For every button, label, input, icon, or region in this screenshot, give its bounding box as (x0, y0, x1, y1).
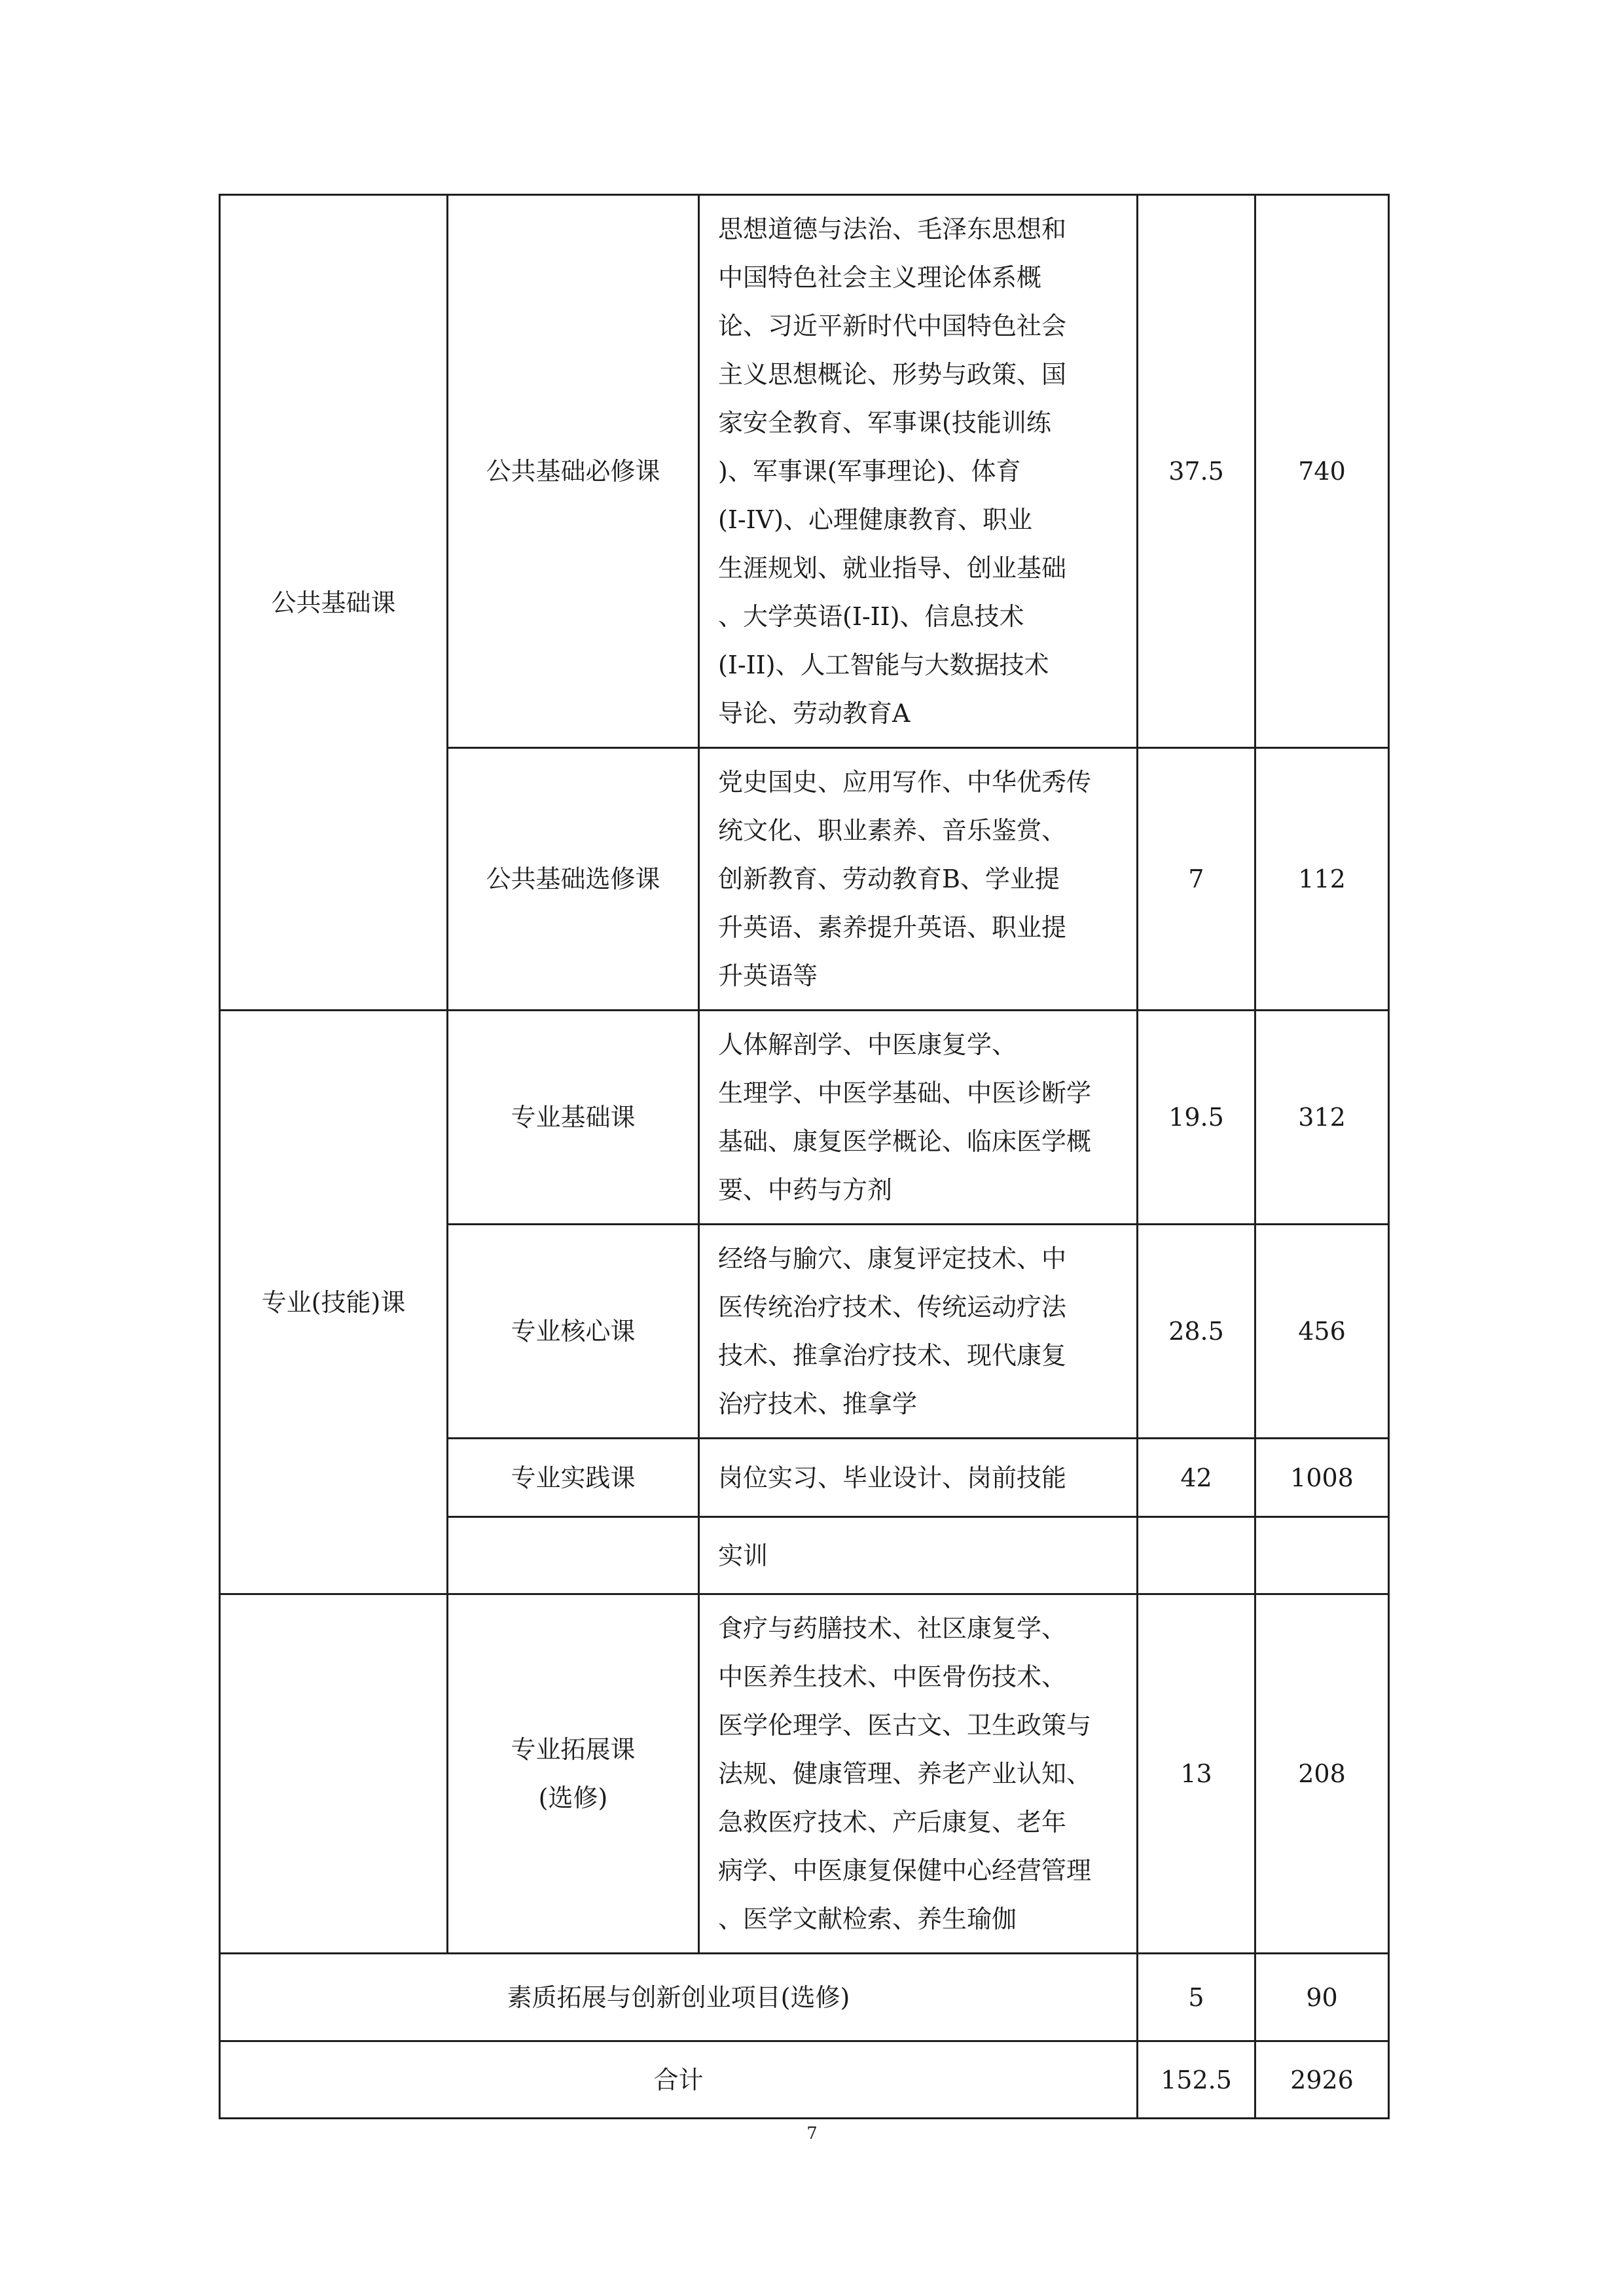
course-line: 实训 (718, 1541, 768, 1570)
subcategory-cell: 公共基础选修课 (448, 748, 699, 1011)
hours-cell: 90 (1255, 1954, 1389, 2041)
course-line: 经络与腧穴、康复评定技术、中 (718, 1244, 1067, 1273)
course-line: 生涯规划、就业指导、创业基础 (718, 554, 1067, 583)
course-line: 岗位实习、毕业设计、岗前技能 (718, 1463, 1067, 1492)
credits-cell: 42 (1138, 1439, 1255, 1517)
course-line: 导论、劳动教育A (718, 699, 911, 728)
curriculum-table (219, 194, 1390, 2119)
credits-cell: 7 (1138, 748, 1255, 1011)
course-line: 医学伦理学、医古文、卫生政策与 (718, 1711, 1092, 1740)
course-line: 要、中药与方剂 (718, 1175, 893, 1204)
course-line: (I-IV)、心理健康教育、职业 (718, 505, 1032, 534)
course-list-cell (699, 1011, 1138, 1225)
course-list-cell (699, 1594, 1138, 1954)
total-credits-cell: 152.5 (1138, 2041, 1255, 2119)
subcategory-line: 专业拓展课 (511, 1735, 636, 1764)
course-list-cell (699, 1225, 1138, 1439)
total-label-cell: 合计 (220, 2041, 1138, 2119)
course-line: 升英语等 (718, 961, 818, 990)
category-cell: 公共基础课 (220, 195, 448, 1011)
hours-cell: 740 (1255, 195, 1389, 748)
course-line: 主义思想概论、形势与政策、国 (718, 360, 1067, 389)
course-line: 党史国史、应用写作、中华优秀传 (718, 768, 1092, 797)
credits-cell (1138, 1517, 1255, 1594)
course-line: 人体解剖学、中医康复学、 (718, 1030, 1017, 1059)
credits-cell: 37.5 (1138, 195, 1255, 748)
table-row (220, 1011, 1389, 1225)
course-line: 医传统治疗技术、传统运动疗法 (718, 1293, 1067, 1321)
course-list-cell (699, 748, 1138, 1011)
hours-cell: 456 (1255, 1225, 1389, 1439)
course-line: 中国特色社会主义理论体系概 (718, 263, 1042, 292)
subcategory-cell: 专业核心课 (448, 1225, 699, 1439)
course-line: 统文化、职业素养、音乐鉴赏、 (718, 816, 1067, 845)
credits-cell: 19.5 (1138, 1011, 1255, 1225)
hours-cell: 312 (1255, 1011, 1389, 1225)
subcategory-cell: 专业实践课 (448, 1439, 699, 1517)
course-line: 中医养生技术、中医骨伤技术、 (718, 1662, 1067, 1691)
subcategory-cell: 专业基础课 (448, 1011, 699, 1225)
course-line: 、医学文献检索、养生瑜伽 (718, 1905, 1017, 1933)
course-line: 生理学、中医学基础、中医诊断学 (718, 1079, 1092, 1107)
page-number: 7 (806, 2124, 818, 2144)
course-line: )、军事课(军事理论)、体育 (718, 457, 1021, 486)
subcategory-cell (448, 1517, 699, 1594)
subcategory-cell: 公共基础必修课 (448, 195, 699, 748)
hours-cell: 208 (1255, 1594, 1389, 1954)
course-line: 升英语、素养提升英语、职业提 (718, 913, 1067, 942)
credits-cell: 28.5 (1138, 1225, 1255, 1439)
course-list-cell (699, 1439, 1138, 1517)
course-line: 法规、健康管理、养老产业认知、 (718, 1759, 1092, 1788)
subcategory-cell (448, 1594, 699, 1954)
course-line: 家安全教育、军事课(技能训练 (718, 408, 1051, 437)
course-line: 论、习近平新时代中国特色社会 (718, 312, 1067, 340)
category-cell (220, 1594, 448, 1954)
course-line: 急救医疗技术、产后康复、老年 (718, 1808, 1067, 1837)
table-row (220, 1594, 1389, 1954)
hours-cell: 112 (1255, 748, 1389, 1011)
course-line: (I-II)、人工智能与大数据技术 (718, 651, 1049, 679)
hours-cell (1255, 1517, 1389, 1594)
total-hours-cell: 2926 (1255, 2041, 1389, 2119)
course-line: 思想道德与法治、毛泽东思想和 (718, 215, 1067, 243)
quality-label-cell: 素质拓展与创新创业项目(选修) (220, 1954, 1138, 2041)
course-line: 治疗技术、推拿学 (718, 1390, 918, 1418)
course-line: 、大学英语(I-II)、信息技术 (718, 602, 1024, 631)
table-row-total (220, 2041, 1389, 2119)
category-cell: 专业(技能)课 (220, 1011, 448, 1594)
table-row (220, 195, 1389, 748)
course-line: 食疗与药膳技术、社区康复学、 (718, 1614, 1067, 1643)
credits-cell: 13 (1138, 1594, 1255, 1954)
table-row-quality (220, 1954, 1389, 2041)
course-line: 创新教育、劳动教育B、学业提 (718, 865, 1060, 893)
course-list-cell (699, 195, 1138, 748)
credits-cell: 5 (1138, 1954, 1255, 2041)
course-line: 病学、中医康复保健中心经营管理 (718, 1856, 1092, 1885)
hours-cell: 1008 (1255, 1439, 1389, 1517)
course-line: 基础、康复医学概论、临床医学概 (718, 1127, 1092, 1156)
subcategory-line: (选修) (538, 1784, 608, 1812)
course-list-cell (699, 1517, 1138, 1594)
course-line: 技术、推拿治疗技术、现代康复 (718, 1341, 1067, 1370)
